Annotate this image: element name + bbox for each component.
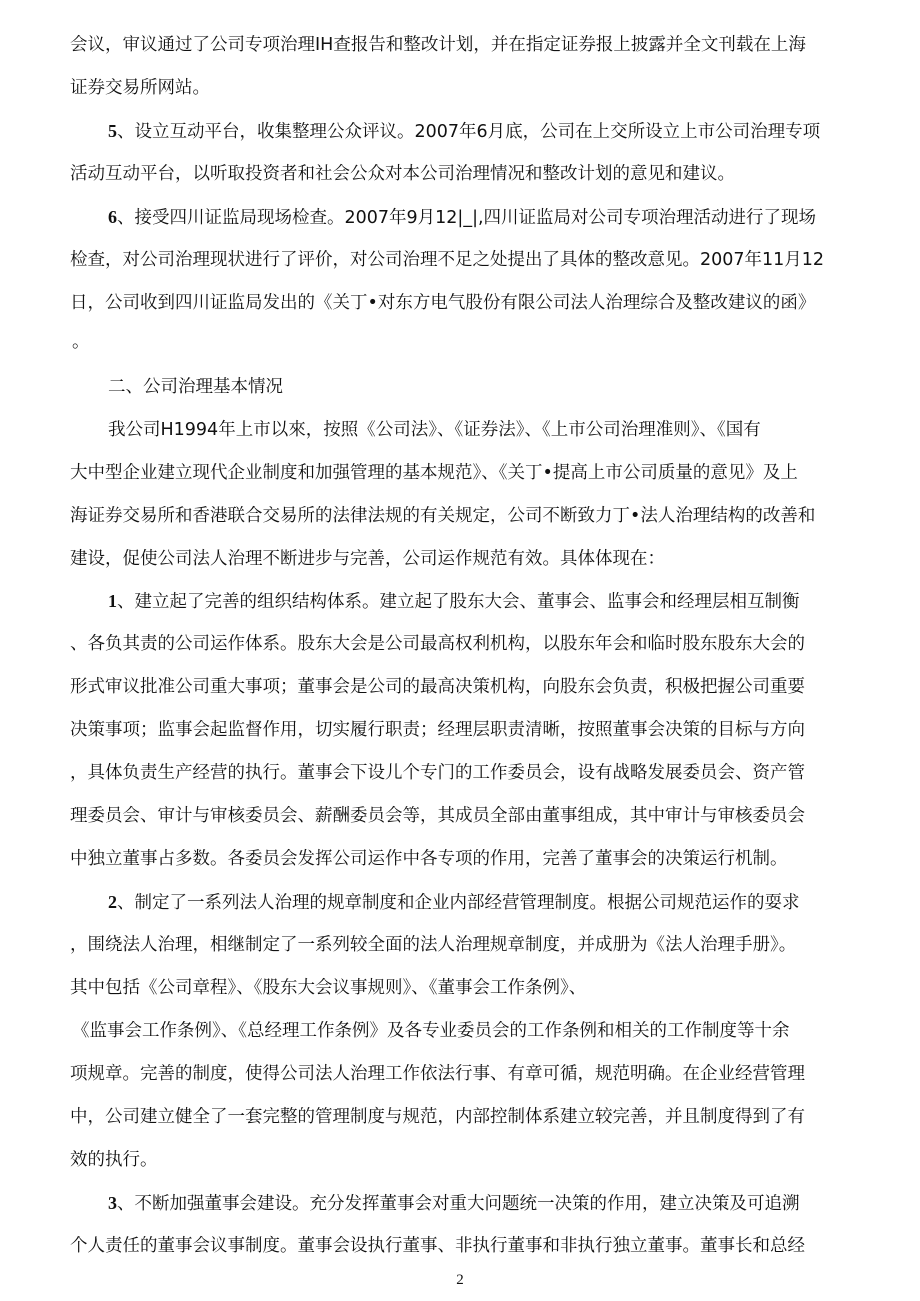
page-number: 2 [456,1272,464,1288]
text-line: 活动互动平台，以听取投资者和社会公众对本公司治理情况和整改计划的意见和建议。 [70,164,735,184]
text-line [108,119,852,143]
item-number: 6 [108,207,117,227]
text-line: 证券交易所网站。 [70,78,210,98]
item-number: 5 [108,121,117,141]
item-text: 、不断加强董事会建设。充分发挥董事会对重大问题统一决策的作用，建立决策及可追溯 [117,1194,800,1214]
text-line: 中独立董事占多数。各委员会发挥公司运作中各专项的作用，完善了董事会的决策运行机制。 [70,849,788,869]
text-line: 会议，审议通过了公司专项治理IH查报告和整改计划，并在指定证券报上披露并全文刊载在上海 [70,35,806,55]
text-line [108,890,852,914]
text-line: 效的执行。 [70,1150,158,1170]
text-line: 我公司H1994年上市以來，按照《公司法》、《证券法》、《上市公司治理准则》、《国有 [108,420,761,440]
text-line [108,589,852,613]
item-number: 2 [108,892,117,912]
text-line: 大中型企业建立现代企业制度和加强管理的基本规范》、《关丁•提高上市公司质量的意见》及上 [70,463,798,483]
text-line: 、各负其责的公司运作体系。股东大会是公司最高权利机构，以股东年会和临时股东股东大会的 [70,634,805,654]
item-number: 3 [108,1193,117,1213]
text-line: 。 [72,332,90,352]
item-number: 1 [108,591,117,611]
text-line: 形式审议批准公司重大事项；董事会是公司的最高决策机构，向股东会负责，积极把握公司重要 [70,677,805,697]
text-line: 个人责任的董事会议事制度。董事会设执行董事、非执行董事和非执行独立董事。董事长和总经 [70,1236,805,1256]
text-line: 理委员会、审计与审核委员会、薪酬委员会等，其成员全部由董事组成，其中审计与审核委员会 [70,806,805,826]
text-line: 建设，促使公司法人治理不断进步与完善，公司运作规范有效。具体体现在： [70,549,665,569]
text-line: 中，公司建立健全了一套完整的管理制度与规范，内部控制体系建立较完善，并且制度得到了有 [70,1107,805,1127]
item-text: 、接受四川证监局现场检查。2007年9月12|_|,四川证监局对公司专项治理活动进行了现场 [117,208,817,228]
section-heading: 二、公司治理基本情况 [108,377,283,397]
text-line: 决策事项；监事会起监督作用，切实履行职责；经理层职责清晰，按照董事会决策的目标与方向 [70,720,805,740]
text-line: ，具体负责生产经营的执行。董事会下设儿个专门的工作委员会，设有战略发展委员会、资产管 [70,763,805,783]
item-text: 、建立起了完善的组织结构体系。建立起了股东大会、董事会、监事会和经理层相互制衡 [117,592,800,612]
text-line: 检查，对公司治理现状进行了评价，对公司治理不足之处提出了具体的整改意见。2007年11月12 [70,250,825,270]
text-line: 海证券交易所和香港联合交易所的法律法规的有关规定，公司不断致力丁•法人治理结构的改善和 [70,506,816,526]
text-line: 项规章。完善的制度，使得公司法人治理工作依法行事、有章可循，规范明确。在企业经营管理 [70,1064,805,1084]
text-line: 日，公司收到四川证监局发出的《关丁•对东方电气股份有限公司法人治理综合及整改建议的函》 [70,293,816,313]
text-line [108,205,852,229]
text-line: 《监事会工作条例》、《总经理工作条例》及各专业委员会的工作条例和相关的工作制度等十余 [72,1021,790,1041]
text-line: 其中包括《公司章程》、《股东大会议事规则》、《董事会工作条例》、 [70,978,587,998]
text-line: ，围绕法人治理，相继制定了一系列较全面的法人治理规章制度，并成册为《法人治理手册》。 [70,935,797,955]
item-text: 、设立互动平台，收集整理公众评议。2007年6月底，公司在上交所设立上市公司治理专项 [117,122,821,142]
item-text: 、制定了一系列法人治理的规章制度和企业内部经营管理制度。根据公司规范运作的耍求 [117,893,800,913]
text-line [108,1191,852,1215]
